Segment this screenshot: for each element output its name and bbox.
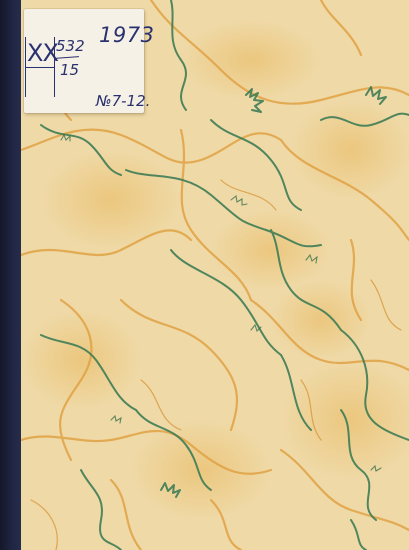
shelf-roman-numeral: XX: [27, 39, 58, 67]
year-text: 1973: [99, 23, 155, 47]
shelf-mark-rule: [25, 67, 55, 68]
library-label: [24, 9, 155, 113]
shelf-fraction-bar: [55, 56, 79, 59]
cloth-spine: [0, 0, 21, 550]
shelf-denominator: 15: [60, 61, 80, 79]
marbled-board: [21, 0, 409, 550]
issue-numbers: №7-12.: [96, 92, 151, 110]
shelf-number: 532: [56, 37, 85, 55]
